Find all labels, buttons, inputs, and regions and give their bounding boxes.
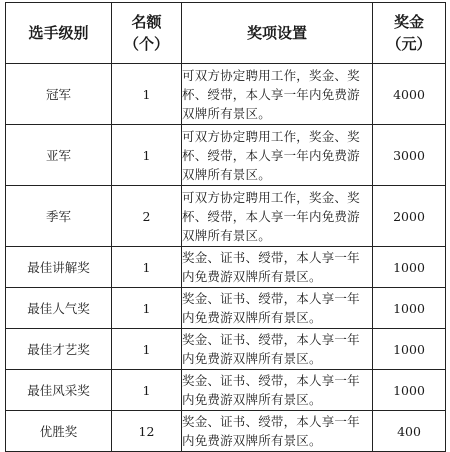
cell-level: 最佳讲解奖 bbox=[6, 247, 112, 288]
header-desc: 奖项设置 bbox=[182, 3, 373, 64]
cell-level: 最佳人气奖 bbox=[6, 288, 112, 329]
cell-count: 1 bbox=[112, 125, 182, 186]
cell-level: 最佳才艺奖 bbox=[6, 329, 112, 370]
table-row bbox=[6, 247, 446, 288]
cell-prize: 1000 bbox=[373, 247, 446, 288]
table-row bbox=[6, 288, 446, 329]
cell-prize: 1000 bbox=[373, 288, 446, 329]
table-row bbox=[6, 411, 446, 452]
header-prize-line1: 奖金 bbox=[393, 13, 424, 31]
cell-prize: 2000 bbox=[373, 186, 446, 247]
table-row bbox=[6, 370, 446, 411]
cell-count: 12 bbox=[112, 411, 182, 452]
header-count-line1: 名额 bbox=[131, 13, 162, 31]
cell-desc: 奖金、证书、绶带，本人享一年内免费游双牌所有景区。 bbox=[182, 288, 373, 329]
cell-desc: 奖金、证书、绶带，本人享一年内免费游双牌所有景区。 bbox=[182, 329, 373, 370]
cell-prize: 1000 bbox=[373, 370, 446, 411]
cell-level: 亚军 bbox=[6, 125, 112, 186]
header-count-line2: （个） bbox=[123, 35, 169, 53]
cell-prize: 400 bbox=[373, 411, 446, 452]
cell-desc: 可双方协定聘用工作，奖金、奖杯、绶带，本人享一年内免费游双牌所有景区。 bbox=[182, 186, 373, 247]
cell-count: 1 bbox=[112, 329, 182, 370]
cell-level: 冠军 bbox=[6, 64, 112, 125]
cell-desc: 可双方协定聘用工作，奖金、奖杯、绶带，本人享一年内免费游双牌所有景区。 bbox=[182, 125, 373, 186]
awards-table bbox=[5, 2, 446, 452]
header-row bbox=[6, 3, 446, 64]
cell-level: 最佳风采奖 bbox=[6, 370, 112, 411]
header-count bbox=[112, 3, 182, 64]
cell-count: 1 bbox=[112, 370, 182, 411]
header-prize-line2: （元） bbox=[386, 35, 432, 53]
cell-count: 1 bbox=[112, 247, 182, 288]
table-row bbox=[6, 329, 446, 370]
cell-desc: 奖金、证书、绶带，本人享一年内免费游双牌所有景区。 bbox=[182, 370, 373, 411]
cell-prize: 1000 bbox=[373, 329, 446, 370]
cell-count: 2 bbox=[112, 186, 182, 247]
header-prize bbox=[373, 3, 446, 64]
cell-level: 优胜奖 bbox=[6, 411, 112, 452]
cell-desc: 可双方协定聘用工作，奖金、奖杯、绶带，本人享一年内免费游双牌所有景区。 bbox=[182, 64, 373, 125]
cell-prize: 4000 bbox=[373, 64, 446, 125]
header-level: 选手级别 bbox=[6, 3, 112, 64]
table-row bbox=[6, 186, 446, 247]
cell-count: 1 bbox=[112, 64, 182, 125]
table-row bbox=[6, 64, 446, 125]
table-row bbox=[6, 125, 446, 186]
cell-prize: 3000 bbox=[373, 125, 446, 186]
cell-desc: 奖金、证书、绶带，本人享一年内免费游双牌所有景区。 bbox=[182, 247, 373, 288]
cell-desc: 奖金、证书、绶带，本人享一年内免费游双牌所有景区。 bbox=[182, 411, 373, 452]
cell-count: 1 bbox=[112, 288, 182, 329]
cell-level: 季军 bbox=[6, 186, 112, 247]
